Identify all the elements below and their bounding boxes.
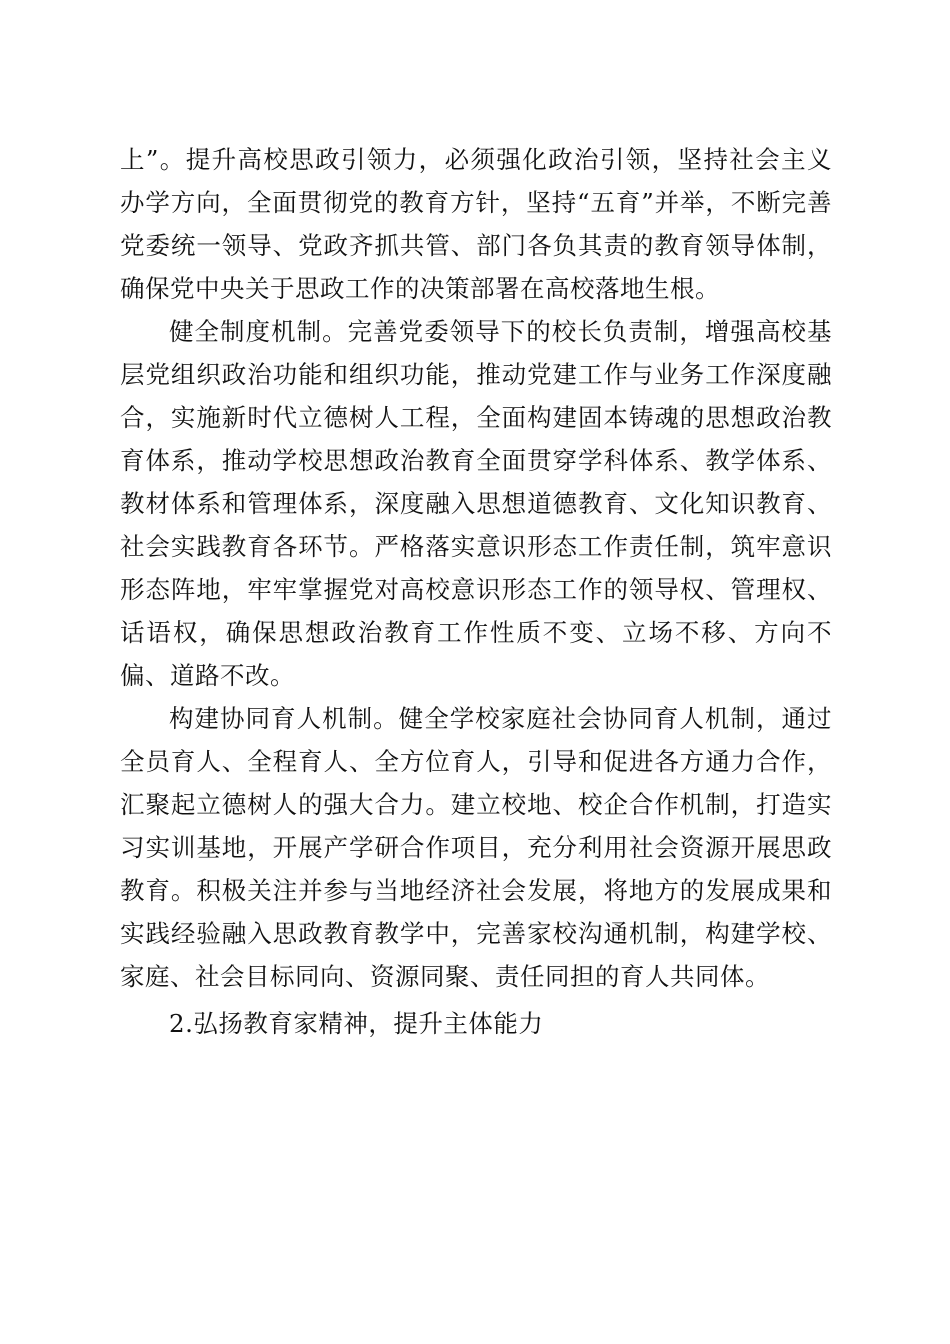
paragraph-collaborative-education: 构建协同育人机制。健全学校家庭社会协同育人机制，通过全员育人、全程育人、全方位育人，引导和促进各方通力合作，汇聚起立德树人的强大合力。建立校地、校企合作机制，打造实习实训基地，开展产学研合作项目，充分利用社会资源开展思政教育。积极关注并参与当地经济社会发展，将地方的发展成果和实践经验融入思政教育教学中，完善家校沟通机制，构建学校、家庭、社会目标同向、资源同聚、责任同担的育人共同体。 bbox=[120, 704, 832, 991]
paragraph-institutional-mechanism: 健全制度机制。完善党委领导下的校长负责制，增强高校基层党组织政治功能和组织功能，推动党建工作与业务工作深度融合，实施新时代立德树人工程，全面构建固本铸魂的思想政治教育体系，推动学校思想政治教育全面贯穿学科体系、教学体系、教材体系和管理体系，深度融入思想道德教育、文化知识教育、社会实践教育各环节。严格落实意识形态工作责任制，筑牢意识形态阵地，牢牢掌握党对高校意识形态工作的领导权、管理权、话语权，确保思想政治教育工作性质不变、立场不移、方向不偏、道路不改。 bbox=[120, 317, 832, 690]
section-heading: 2.弘扬教育家精神，提升主体能力 bbox=[169, 1009, 544, 1038]
document-body bbox=[120, 138, 832, 1045]
paragraph-continuation: 上”。提升高校思政引领力，必须强化政治引领，坚持社会主义办学方向，全面贯彻党的教育方针，坚持“五育”并举，不断完善党委统一领导、党政齐抓共管、部门各负其责的教育领导体制，确保党中央关于思政工作的决策部署在高校落地生根。 bbox=[120, 145, 832, 303]
